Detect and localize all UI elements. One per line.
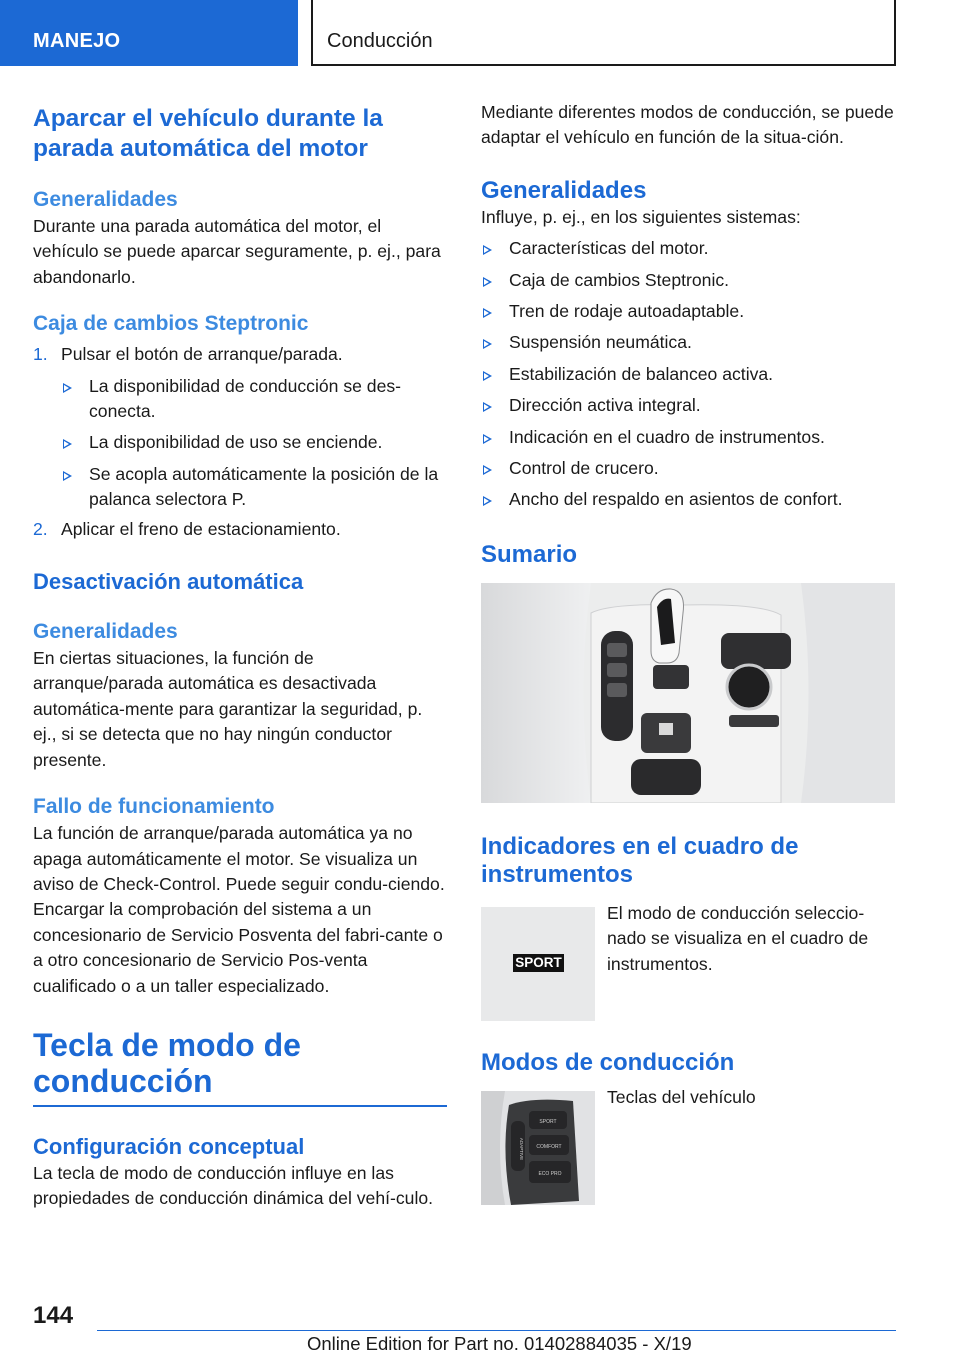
heading-steptronic: Caja de cambios Steptronic bbox=[33, 312, 309, 336]
triangle-bullet-icon bbox=[483, 277, 492, 287]
paragraph-general-1: Durante una parada automática del motor, el vehículo se puede aparcar seguramente, p. ej., para abandonarlo. bbox=[33, 216, 441, 287]
step-number: 2. bbox=[33, 518, 48, 539]
page-number: 144 bbox=[33, 1302, 74, 1329]
heading-indicators: Indicadores en el cuadro de instrumentos bbox=[481, 832, 799, 888]
chapter-rule bbox=[33, 1105, 447, 1107]
triangle-bullet-icon bbox=[483, 402, 492, 412]
heading-concept: Configuración conceptual bbox=[33, 1133, 305, 1159]
paragraph-fault: La función de arranque/parada automática ya no apaga automáticamente el motor. Se visualiza un aviso de Check-Control. Puede seguir condu-ciendo. Encargar la comprobación del sistema a un concesionario de Servicio Posventa del fabri-cante o a otro concesionario de Servicio Pos-venta cualificado o a un taller especializado. bbox=[33, 823, 445, 996]
right-column bbox=[481, 100, 895, 1209]
steps-list-2 bbox=[33, 517, 447, 542]
triangle-bullet-icon bbox=[483, 371, 492, 381]
list-item: La disponibilidad de conducción se des-conecta. bbox=[61, 374, 447, 425]
list-item: Se acopla automáticamente la posición de la palanca selectora P. bbox=[61, 462, 447, 513]
triangle-bullet-icon bbox=[483, 245, 492, 255]
list-item: La disponibilidad de uso se enciende. bbox=[61, 430, 447, 455]
list-item: Control de crucero. bbox=[481, 456, 895, 481]
sport-key-label: SPORT bbox=[539, 1118, 557, 1125]
footer-edition: Online Edition for Part no. 01402884035 - X/19 bbox=[307, 1333, 692, 1354]
triangle-bullet-icon bbox=[63, 439, 72, 449]
footer-rule bbox=[97, 1330, 896, 1331]
chapter-title: Conducción bbox=[311, 0, 896, 66]
paragraph-drive-modes: Teclas del vehículo bbox=[607, 1086, 756, 1107]
heading-drive-mode-key: Tecla de modo de conducción bbox=[33, 1026, 301, 1099]
section-tab: MANEJO bbox=[0, 0, 298, 66]
list-item: Ancho del respaldo en asientos de confort. bbox=[481, 487, 895, 512]
paragraph-general-right: Influye, p. ej., en los siguientes sistemas: bbox=[481, 206, 801, 227]
triangle-bullet-icon bbox=[483, 496, 492, 506]
heading-fault: Fallo de funcionamiento bbox=[33, 795, 275, 819]
step-text: Pulsar el botón de arranque/parada. bbox=[61, 344, 343, 365]
left-column bbox=[33, 100, 447, 1212]
step-text: Aplicar el freno de estacionamiento. bbox=[61, 518, 341, 539]
heading-general-2: Generalidades bbox=[33, 620, 178, 644]
eco-pro-key-label: ECO PRO bbox=[538, 1170, 562, 1177]
list-item: Indicación en el cuadro de instrumentos. bbox=[481, 425, 895, 450]
step-item bbox=[33, 517, 447, 542]
sport-display-image bbox=[481, 907, 595, 1021]
step-number: 1. bbox=[33, 344, 48, 365]
heading-deactivation: Desactivación automática bbox=[33, 569, 304, 595]
triangle-bullet-icon bbox=[63, 383, 72, 393]
list-item: Estabilización de balanceo activa. bbox=[481, 362, 895, 387]
triangle-bullet-icon bbox=[483, 308, 492, 318]
comfort-key-label: COMFORT bbox=[536, 1143, 562, 1150]
drive-mode-buttons-illustration bbox=[481, 1091, 595, 1205]
list-item: Tren de rodaje autoadaptable. bbox=[481, 299, 895, 324]
heading-general-1: Generalidades bbox=[33, 188, 178, 211]
triangle-bullet-icon bbox=[483, 465, 492, 475]
triangle-bullet-icon bbox=[63, 471, 72, 481]
list-item: Suspensión neumática. bbox=[481, 330, 895, 355]
list-item: Caja de cambios Steptronic. bbox=[481, 268, 895, 293]
step-item bbox=[33, 342, 447, 367]
step1-sublist bbox=[61, 374, 447, 513]
systems-list bbox=[481, 236, 895, 513]
paragraph-intro: Mediante diferentes modos de conducción, se puede adaptar el vehículo en función de la situa-ción. bbox=[481, 102, 894, 148]
paragraph-indicators: El modo de conducción seleccio-nado se visualiza en el cuadro de instrumentos. bbox=[607, 902, 869, 974]
center-console-illustration bbox=[481, 583, 895, 803]
adaptive-key-label: ADAPTIVE bbox=[519, 1137, 524, 1161]
sport-badge: SPORT bbox=[513, 954, 564, 972]
triangle-bullet-icon bbox=[483, 434, 492, 444]
list-item: Dirección activa integral. bbox=[481, 393, 895, 418]
center-console-image bbox=[481, 583, 895, 803]
drive-mode-buttons-image bbox=[481, 1091, 595, 1205]
indicators-block bbox=[481, 901, 895, 1019]
modes-block bbox=[481, 1086, 895, 1209]
list-item: Características del motor. bbox=[481, 236, 895, 261]
heading-summary: Sumario bbox=[481, 540, 578, 568]
paragraph-concept: La tecla de modo de conducción influye en las propiedades de conducción dinámica del vehí-culo. bbox=[33, 1162, 434, 1209]
heading-drive-modes: Modos de conducción bbox=[481, 1048, 735, 1076]
triangle-bullet-icon bbox=[483, 339, 492, 349]
steps-list bbox=[33, 342, 447, 367]
paragraph-general-2: En ciertas situaciones, la función de arranque/parada automática es desactivada automática-mente para garantizar la seguridad, p. ej., si se detecta que no hay ningún conductor presente. bbox=[33, 648, 423, 770]
heading-parking: Aparcar el vehículo durante la parada automática del motor bbox=[33, 105, 383, 162]
heading-general-right: Generalidades bbox=[481, 176, 647, 204]
